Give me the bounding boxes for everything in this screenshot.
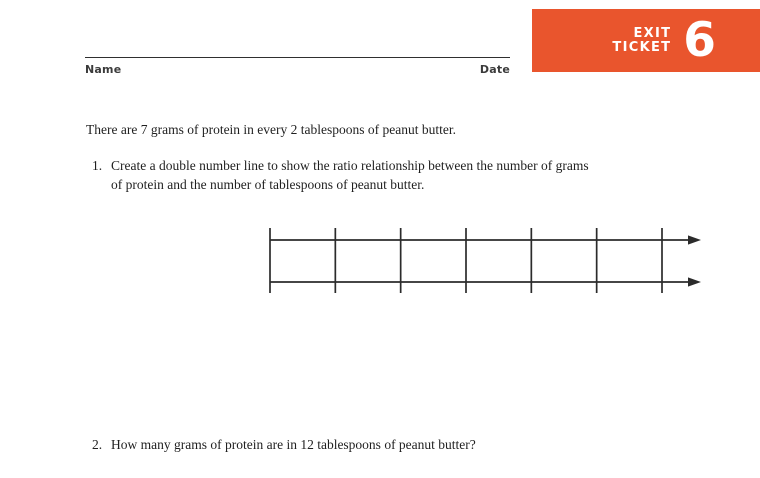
question-1-text: [111, 157, 589, 194]
intro-text: There are 7 grams of protein in every 2 tablespoons of peanut butter.: [86, 122, 457, 137]
name-label: Name: [85, 63, 122, 76]
date-label: Date: [479, 63, 510, 76]
ticket-number: 6: [683, 13, 716, 68]
double-number-line-diagram: [260, 222, 710, 302]
question-2-number: 2.: [92, 437, 103, 452]
badge-word-exit: EXIT: [633, 25, 672, 41]
name-date-rule: [85, 57, 510, 58]
name-date-row: [85, 63, 510, 76]
question-1-number: 1.: [92, 158, 103, 173]
exit-ticket-label: [612, 27, 671, 55]
question-1-line-1: Create a double number line to show the ratio relationship between the number of grams: [111, 158, 589, 173]
question-2-text: How many grams of protein are in 12 tablespoons of peanut butter?: [111, 437, 476, 452]
exit-ticket-badge: [532, 9, 760, 72]
badge-word-ticket: TICKET: [612, 39, 672, 55]
question-1-line-2: of protein and the number of tablespoons of peanut butter.: [111, 176, 425, 192]
